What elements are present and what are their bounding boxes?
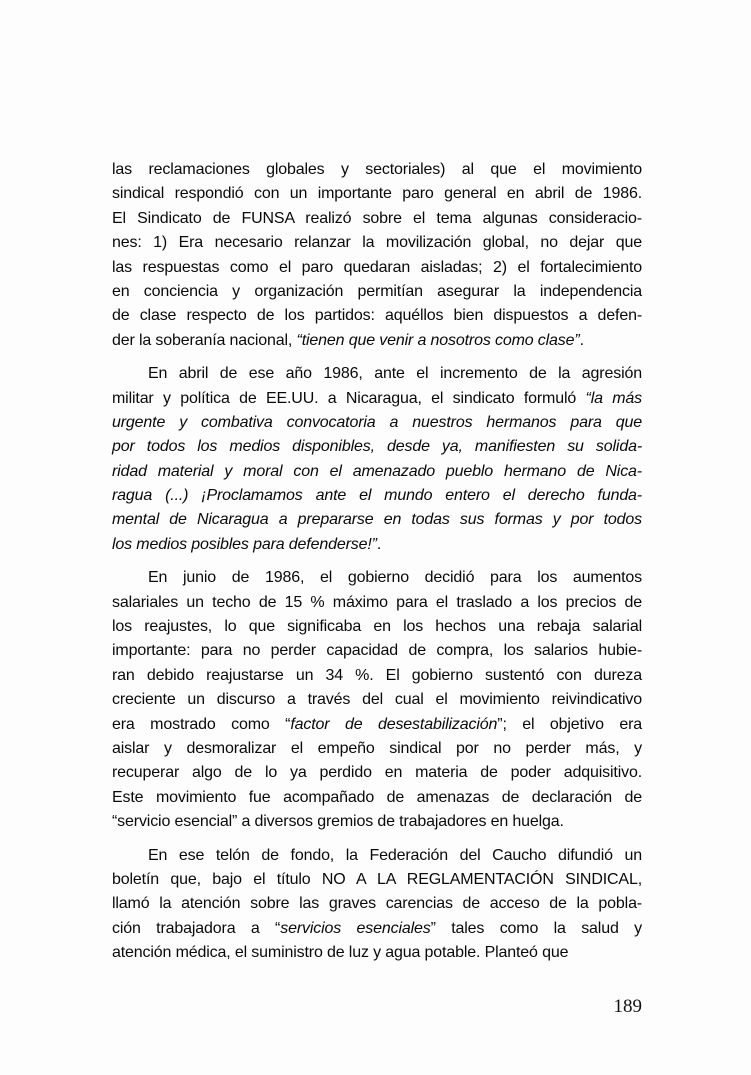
- italic-quote-text: ragua (...) ¡Proclamamos ante el mundo entero el derecho funda-: [112, 487, 642, 505]
- text-line: [112, 207, 642, 231]
- italic-quote-text: factor de desestabilización: [290, 715, 498, 733]
- text-line: [112, 435, 642, 459]
- text-segment: en conciencia y organización permitían asegurar la independencia: [112, 282, 642, 300]
- text-segment: ” tales como la salud y: [430, 919, 642, 937]
- text-segment: aislar y desmoralizar el empeño sindical por no perder más, y: [112, 739, 642, 757]
- text-segment: .: [579, 331, 584, 349]
- text-segment: El Sindicato de FUNSA realizó sobre el tema algunas consideracio-: [112, 209, 642, 227]
- text-line: [112, 158, 642, 182]
- italic-quote-text: servicios esenciales: [280, 919, 431, 937]
- text-line: [112, 917, 642, 941]
- text-segment: llamó la atención sobre las graves carencias de acceso de la pobla-: [112, 895, 642, 913]
- text-segment: ”; el objetivo era: [497, 715, 642, 733]
- body-text: [112, 158, 642, 975]
- text-line: [112, 892, 642, 916]
- text-line: [112, 639, 642, 663]
- text-line: [112, 182, 642, 206]
- text-segment: importante: para no perder capacidad de compra, los salarios hubie-: [112, 642, 642, 660]
- text-segment: creciente un discurso a través del cual el movimiento reivindicativo: [112, 691, 642, 709]
- italic-quote-text: “la más: [585, 389, 642, 407]
- text-line: [112, 688, 642, 712]
- italic-quote-text: urgente y combativa convocatoria a nuestros hermanos para que: [112, 413, 642, 431]
- text-line: [112, 737, 642, 761]
- text-line: [112, 460, 642, 484]
- text-line: [112, 387, 642, 411]
- italic-quote-text: por todos los medios disponibles, desde ya, manifiesten su solida-: [112, 438, 642, 456]
- text-segment: recuperar algo de lo ya perdido en materia de poder adquisitivo.: [112, 764, 642, 782]
- text-line: [112, 508, 642, 532]
- italic-quote-text: “tienen que venir a nosotros como clase”: [296, 331, 580, 349]
- text-segment: .: [376, 535, 382, 553]
- text-line: [112, 411, 642, 435]
- text-line: [112, 786, 642, 810]
- text-segment: boletín que, bajo el título NO A LA REGLAMENTACIÓN SINDICAL,: [112, 870, 642, 888]
- text-line: [112, 868, 642, 892]
- text-line: [112, 591, 642, 615]
- text-segment: atención médica, el suministro de luz y agua potable. Planteó que: [112, 944, 569, 962]
- text-line: [112, 941, 642, 965]
- text-segment: ción trabajadora a “: [112, 919, 281, 937]
- text-segment: las reclamaciones globales y sectoriales) al que el movimiento: [112, 161, 642, 178]
- italic-quote-text: ridad material y moral con el amenazado pueblo hermano de Nica-: [112, 462, 642, 480]
- paragraph: [112, 844, 642, 966]
- text-line: [112, 280, 642, 304]
- text-line: [112, 664, 642, 688]
- text-segment: En ese telón de fondo, la Federación del Caucho difundió un: [148, 846, 642, 864]
- text-segment: de clase respecto de los partidos: aquéllos bien dispuestos a defen-: [112, 307, 642, 325]
- text-segment: nes: 1) Era necesario relanzar la movilización global, no dejar que: [112, 234, 642, 252]
- text-segment: En junio de 1986, el gobierno decidió para los aumentos: [148, 569, 642, 587]
- text-line: [112, 615, 642, 639]
- text-line: [112, 256, 642, 280]
- text-segment: der la soberanía nacional,: [112, 331, 297, 349]
- text-line: [112, 329, 642, 353]
- text-segment: las respuestas como el paro quedaran aisladas; 2) el fortalecimiento: [112, 258, 642, 276]
- text-segment: Este movimiento fue acompañado de amenazas de declaración de: [112, 788, 642, 806]
- text-line: [112, 231, 642, 255]
- text-segment: los reajustes, lo que significaba en los hechos una rebaja salarial: [112, 618, 642, 636]
- text-segment: era mostrado como “: [112, 715, 291, 733]
- text-segment: ran debido reajustarse un 34 %. El gobierno sustentó con dureza: [112, 666, 642, 684]
- text-segment: “servicio esencial” a diversos gremios de trabajadores en huelga.: [112, 813, 564, 831]
- text-line: [112, 533, 642, 557]
- paragraph: [112, 566, 642, 834]
- text-line: [112, 713, 642, 737]
- paragraph: [112, 158, 642, 353]
- text-line: [112, 810, 642, 834]
- text-line: [112, 844, 642, 868]
- text-line: [112, 761, 642, 785]
- text-line: [112, 304, 642, 328]
- text-segment: En abril de ese año 1986, ante el incremento de la agresión: [148, 365, 642, 383]
- text-line: [112, 484, 642, 508]
- text-segment: sindical respondió con un importante paro general en abril de 1986.: [112, 185, 642, 203]
- text-segment: salariales un techo de 15 % máximo para el traslado a los precios de: [112, 593, 642, 611]
- paragraph: [112, 362, 642, 557]
- text-line: [112, 362, 642, 386]
- text-line: [112, 566, 642, 590]
- page-number: 189: [613, 996, 642, 1017]
- text-segment: militar y política de EE.UU. a Nicaragua, el sindicato formuló: [112, 389, 586, 407]
- italic-quote-text: mental de Nicaragua a prepararse en todas sus formas y por todos: [112, 511, 642, 529]
- italic-quote-text: los medios posibles para defenderse!”: [112, 535, 377, 553]
